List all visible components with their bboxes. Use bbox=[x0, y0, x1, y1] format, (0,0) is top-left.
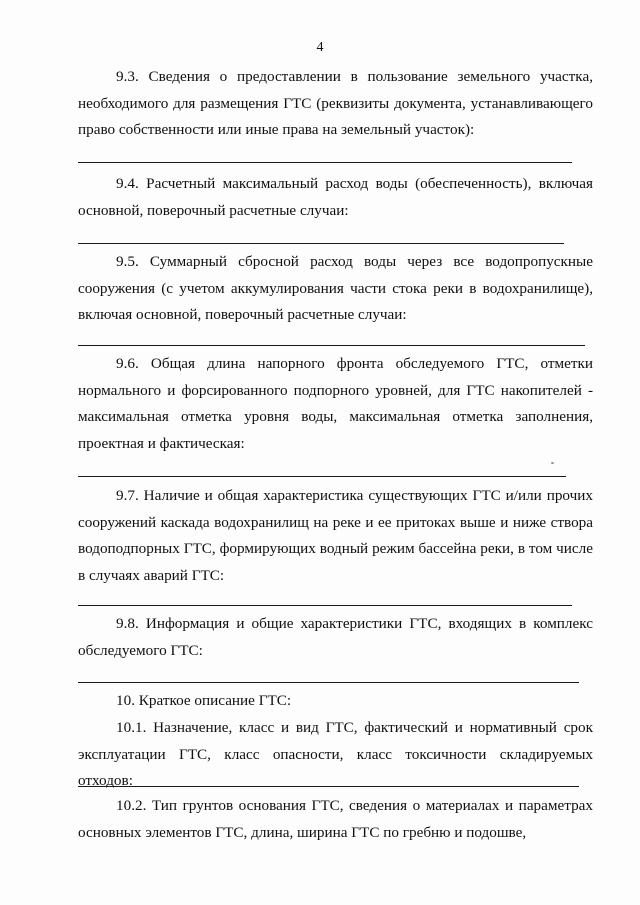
paragraph-9-7: 9.7. Наличие и общая характеристика существующих ГТС и/или прочих сооружений каскада водохранилищ на реке и ее притоках выше и ниже створа водоподпорных ГТС, формирующих водный режим бассейна реки, в том числе в случаях аварий ГТС: bbox=[78, 487, 593, 584]
answer-line-9-8[interactable] bbox=[78, 682, 579, 683]
paragraph-9-4: 9.4. Расчетный максимальный расход воды (обеспеченность), включая основной, поверочный расчетные случаи: bbox=[78, 175, 593, 219]
answer-line-9-6[interactable] bbox=[78, 476, 566, 477]
page-number: 4 bbox=[316, 40, 324, 55]
heading-10: 10. Краткое описание ГТС: bbox=[116, 692, 292, 709]
paragraph-9-3: 9.3. Сведения о предоставлении в пользование земельного участка, необходимого для размещения ГТС (реквизиты документа, устанавливающего право собственности или иные права на земельный участок): bbox=[78, 68, 593, 138]
paragraph-10-1: 10.1. Назначение, класс и вид ГТС, фактический и нормативный срок эксплуатации ГТС, класс опасности, класс токсичности складируемых отходов: bbox=[78, 719, 593, 789]
paragraph-9-6: 9.6. Общая длина напорного фронта обследуемого ГТС, отметки нормального и форсированного подпорного уровней, для ГТС накопителей - максимальная отметка уровня воды, максимальная отметка заполнения, проектная и фактическая: bbox=[78, 355, 593, 452]
scan-speck bbox=[551, 462, 554, 464]
answer-line-9-7[interactable] bbox=[78, 605, 572, 606]
answer-line-9-4[interactable] bbox=[78, 243, 564, 244]
paragraph-9-8: 9.8. Информация и общие характеристики ГТС, входящих в комплекс обследуемого ГТС: bbox=[78, 615, 593, 659]
answer-line-9-3[interactable] bbox=[78, 162, 572, 163]
answer-line-10-1[interactable] bbox=[78, 786, 579, 787]
paragraph-10-2: 10.2. Тип грунтов основания ГТС, сведения о материалах и параметрах основных элементов ГТС, длина, ширина ГТС по гребню и подошве, bbox=[78, 797, 593, 841]
answer-line-9-5[interactable] bbox=[78, 345, 585, 346]
paragraph-9-5: 9.5. Суммарный сбросной расход воды через все водопропускные сооружения (с учетом аккумулирования части стока реки в водохранилище), включая основной, поверочный расчетные случаи: bbox=[78, 253, 593, 323]
